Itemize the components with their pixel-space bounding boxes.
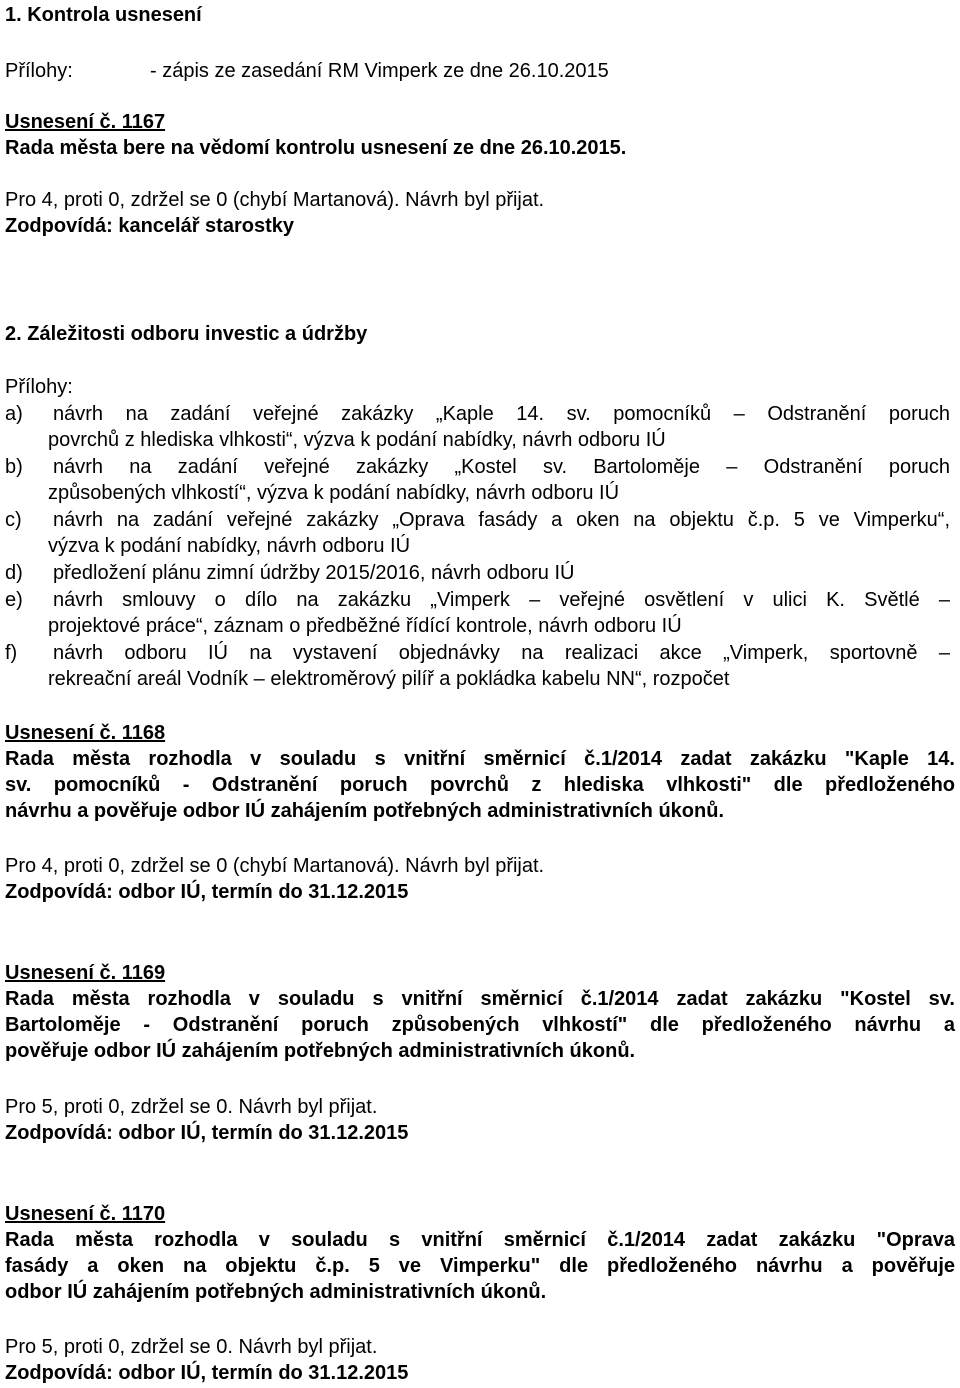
resolution-number: Usnesení č. 1169 bbox=[5, 962, 166, 984]
item-text-cont: výzva k podání nabídky, návrh odboru IÚ bbox=[48, 535, 411, 557]
item-label: b) bbox=[5, 456, 23, 478]
vote-result: Pro 4, proti 0, zdržel se 0 (chybí Martanová). Návrh byl přijat. bbox=[5, 855, 545, 877]
resolution-text: odbor IÚ zahájením potřebných administrativních úkonů. bbox=[5, 1281, 547, 1303]
responsible-party: Zodpovídá: odbor IÚ, termín do 31.12.2015 bbox=[5, 1122, 409, 1144]
resolution-number: Usnesení č. 1170 bbox=[5, 1203, 166, 1225]
attachments-label: Přílohy: bbox=[5, 60, 73, 82]
vote-result: Pro 5, proti 0, zdržel se 0. Návrh byl přijat. bbox=[5, 1336, 378, 1358]
item-text-cont: rekreační areál Vodník – elektroměrový pilíř a pokládka kabelu NN“, rozpočet bbox=[48, 668, 730, 690]
item-label: c) bbox=[5, 509, 22, 531]
item-text: návrh na zadání veřejné zakázky „Oprava fasády a oken na objektu č.p. 5 ve Vimperku“, bbox=[53, 509, 950, 531]
resolution-text: Bartoloměje - Odstranění poruch způsobených vlhkostí" dle předloženého návrhu a bbox=[5, 1014, 955, 1036]
resolution-text: fasády a oken na objektu č.p. 5 ve Vimperku" dle předloženého návrhu a pověřuje bbox=[5, 1255, 955, 1277]
item-label: d) bbox=[5, 562, 23, 584]
section2-heading: 2. Záležitosti odboru investic a údržby bbox=[5, 323, 368, 345]
item-text: návrh na zadání veřejné zakázky „Kaple 14. sv. pomocníků – Odstranění poruch bbox=[53, 403, 950, 425]
resolution-text: Rada města bere na vědomí kontrolu usnesení ze dne 26.10.2015. bbox=[5, 137, 627, 159]
item-label: e) bbox=[5, 589, 23, 611]
resolution-text: Rada města rozhodla v souladu s vnitřní směrnicí č.1/2014 zadat zakázku "Kaple 14. bbox=[5, 748, 955, 770]
attachment-item-a bbox=[5, 401, 955, 427]
resolution-number: Usnesení č. 1167 bbox=[5, 111, 166, 133]
resolution-text: pověřuje odbor IÚ zahájením potřebných administrativních úkonů. bbox=[5, 1040, 636, 1062]
attachment-item-b bbox=[5, 454, 955, 480]
attachment-item-d bbox=[5, 560, 955, 586]
section2-attachments-label: Přílohy: bbox=[5, 376, 73, 398]
item-text-cont: povrchů z hlediska vlhkosti“, výzva k podání nabídky, návrh odboru IÚ bbox=[48, 429, 666, 451]
attachment-item-e bbox=[5, 587, 955, 613]
resolution-text: sv. pomocníků - Odstranění poruch povrchů z hlediska vlhkosti" dle předloženého bbox=[5, 774, 955, 796]
item-label: a) bbox=[5, 403, 23, 425]
vote-result: Pro 4, proti 0, zdržel se 0 (chybí Martanová). Návrh byl přijat. bbox=[5, 189, 545, 211]
item-text-cont: způsobených vlhkostí“, výzva k podání nabídky, návrh odboru IÚ bbox=[48, 482, 620, 504]
attachment-item-f bbox=[5, 640, 955, 666]
attachment-item: - zápis ze zasedání RM Vimperk ze dne 26.10.2015 bbox=[150, 60, 609, 82]
resolution-text: Rada města rozhodla v souladu s vnitřní směrnicí č.1/2014 zadat zakázku "Kostel sv. bbox=[5, 988, 955, 1010]
item-text: předložení plánu zimní údržby 2015/2016, návrh odboru IÚ bbox=[53, 562, 575, 584]
section1-heading: 1. Kontrola usnesení bbox=[5, 4, 202, 26]
vote-result: Pro 5, proti 0, zdržel se 0. Návrh byl přijat. bbox=[5, 1096, 378, 1118]
item-text: návrh odboru IÚ na vystavení objednávky na realizaci akce „Vimperk, sportovně – bbox=[53, 642, 950, 664]
resolution-text: návrhu a pověřuje odbor IÚ zahájením potřebných administrativních úkonů. bbox=[5, 800, 725, 822]
resolution-number: Usnesení č. 1168 bbox=[5, 722, 166, 744]
responsible-party: Zodpovídá: odbor IÚ, termín do 31.12.2015 bbox=[5, 881, 409, 903]
item-text-cont: projektové práce“, záznam o předběžné řídící kontrole, návrh odboru IÚ bbox=[48, 615, 682, 637]
resolution-text: Rada města rozhodla v souladu s vnitřní směrnicí č.1/2014 zadat zakázku "Oprava bbox=[5, 1229, 955, 1251]
item-text: návrh smlouvy o dílo na zakázku „Vimperk – veřejné osvětlení v ulici K. Světlé – bbox=[53, 589, 950, 611]
item-label: f) bbox=[5, 642, 18, 664]
responsible-party: Zodpovídá: odbor IÚ, termín do 31.12.2015 bbox=[5, 1362, 409, 1384]
responsible-party: Zodpovídá: kancelář starostky bbox=[5, 215, 294, 237]
item-text: návrh na zadání veřejné zakázky „Kostel sv. Bartoloměje – Odstranění poruch bbox=[53, 456, 950, 478]
attachment-item-c bbox=[5, 507, 955, 533]
section1-attachments bbox=[5, 58, 955, 84]
